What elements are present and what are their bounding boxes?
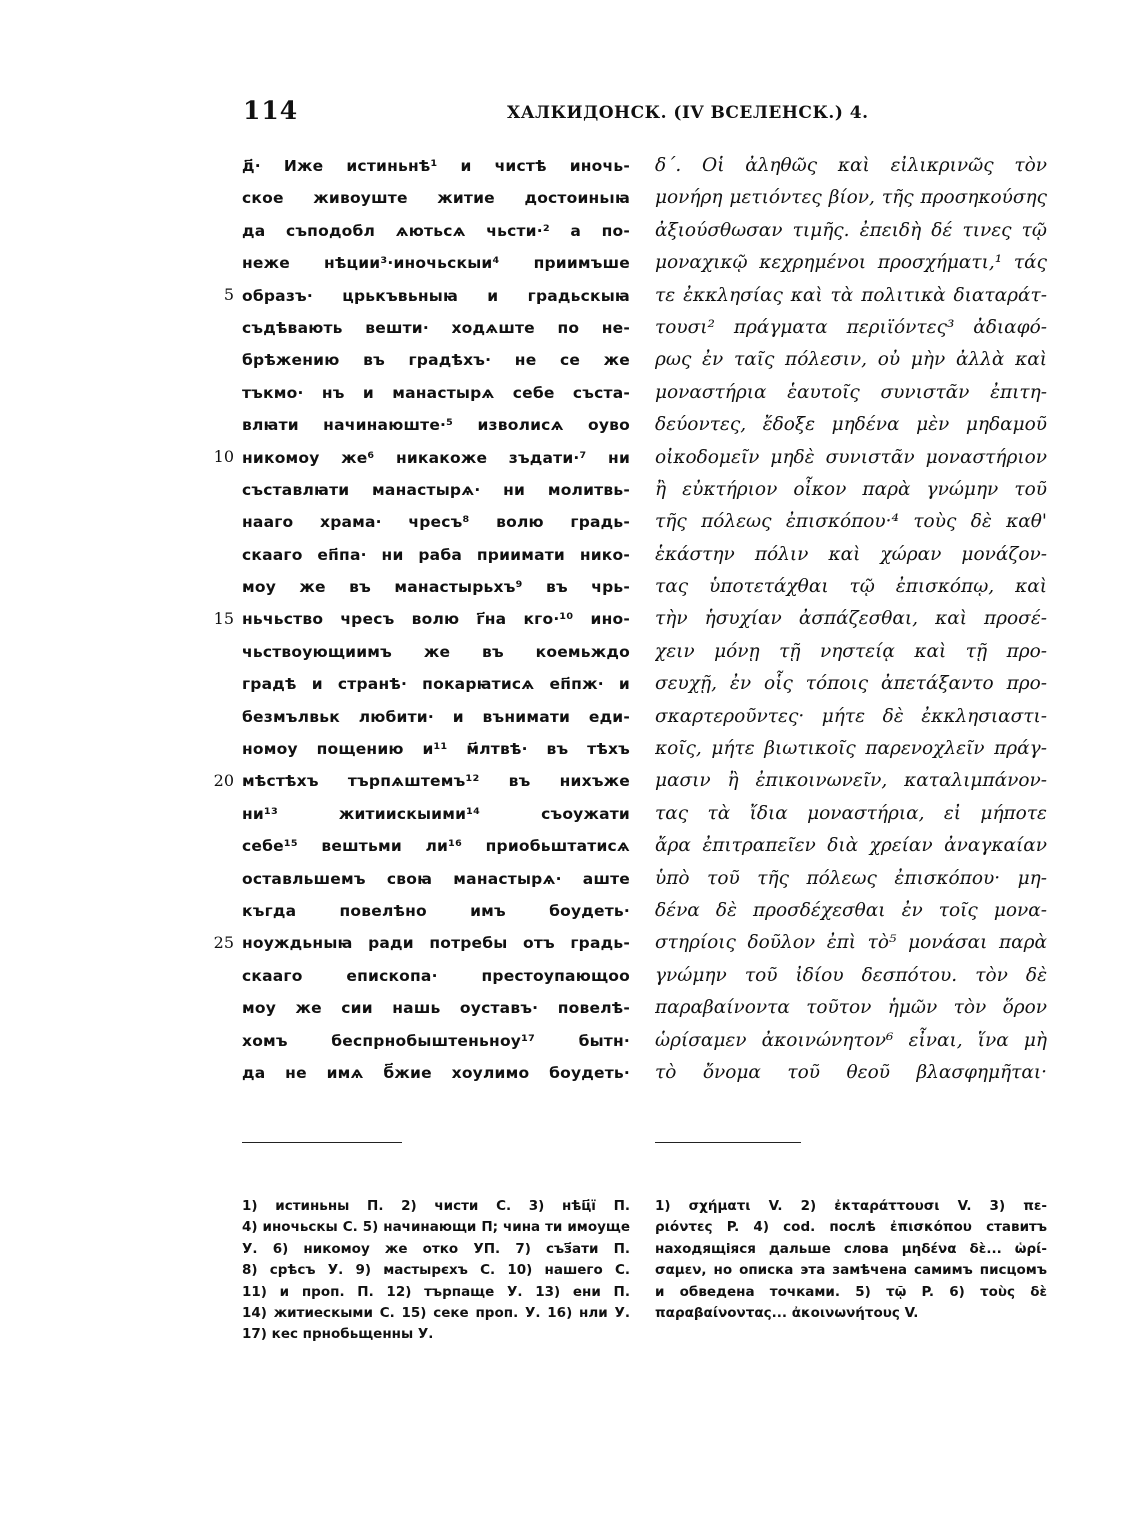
- line-number: 25: [213, 933, 234, 952]
- slavonic-line: градѣ и странѣ· покарꙗтисѧ еп҃пж· и: [242, 675, 630, 694]
- footnote-line: и обведена точками. 5) τῷ P. 6) τοὺς δὲ: [655, 1283, 1047, 1300]
- greek-line: ρως ἐν ταῖς πόλεσιν, οὐ μὴν ἀλλὰ καὶ: [655, 349, 1047, 371]
- footnote-line: 14) житиескыми С. 15) секе проп. У. 16) нли У.: [242, 1305, 630, 1322]
- greek-line: μασιν ἢ ἐπικοινωνεῖν, καταλιμπάνον-: [655, 770, 1047, 792]
- greek-line: σκαρτεροῦντες· μήτε δὲ ἐκκλησιαστι-: [655, 705, 1047, 727]
- greek-line: δ΄. Οἱ ἀληθῶς καὶ εἰλικρινῶς τὸν: [655, 155, 1047, 176]
- greek-line: στηρίοις δοῦλον ἐπὶ τὸ⁵ μονάσαι παρὰ: [655, 932, 1047, 954]
- footnote-line: ριόντες P. 4) cod. послѣ ἐπισκόπου ставитъ: [655, 1219, 1047, 1236]
- slavonic-line: ньчьство чресъ волю г҃на кго·¹⁰ ино-: [242, 610, 630, 629]
- footnote-line: 8) срѣсъ У. 9) мастырєхъ С. 10) нашего С.: [242, 1262, 630, 1279]
- slavonic-line: нааго храма· чресъ⁸ волю градь-: [242, 513, 630, 532]
- greek-line: μοναχικῷ κεχρημένοι προσχήματι,¹ τάς: [655, 252, 1047, 274]
- greek-line: ὑπὸ τοῦ τῆς πόλεως ἐπισκόπου· μη-: [655, 867, 1047, 889]
- line-number: 5: [223, 285, 234, 304]
- greek-line: τῆς πόλεως ἐπισκόπου·⁴ τοὺς δὲ καθ': [655, 511, 1047, 533]
- greek-line: μοναστήρια ἑαυτοῖς συνιστᾶν ἐπιτη-: [655, 381, 1047, 403]
- slavonic-line: скааго еп҃па· ни раба приимати нико-: [242, 545, 630, 564]
- greek-line: παραβαίνοντα τοῦτον ἡμῶν τὸν ὅρον: [655, 997, 1047, 1019]
- greek-line: μονήρη μετιόντες βίον, τῆς προσηκούσης: [655, 187, 1047, 209]
- greek-line: τουσι² πράγματα περιϊόντες³ ἀδιαφό-: [655, 316, 1047, 338]
- slavonic-line: безмълвьк любити· и вънимати еди-: [242, 707, 630, 726]
- footnote-line: παραβαίνοντας... ἀκοινωνήτους V.: [655, 1305, 919, 1322]
- slavonic-line: оставльшемъ своꙗ манастырѧ· аште: [242, 869, 630, 888]
- slavonic-line: ноуждьныꙗ ради потребы отъ градь-: [242, 934, 630, 953]
- slavonic-line: моу же сии нашь оуставъ· повелѣ-: [242, 999, 630, 1018]
- page-number: 114: [243, 96, 299, 125]
- footnote-line: 11) и проп. П. 12) търпаще У. 13) ени П.: [242, 1283, 630, 1300]
- greek-line: τὴν ἡσυχίαν ἀσπάζεσθαι, καὶ προσέ-: [655, 608, 1047, 630]
- line-number: 10: [213, 447, 234, 466]
- greek-line: τας τὰ ἴδια μοναστήρια, εἰ μήποτε: [655, 802, 1047, 824]
- slavonic-footnotes: [242, 1196, 630, 1346]
- greek-line: ἑκάστην πόλιν καὶ χώραν μονάζον-: [655, 543, 1047, 565]
- running-title: ХАЛКИДОНСК. (IV ВСЕЛЕНСК.) 4.: [507, 103, 869, 123]
- footnote-line: 4) иночьскы С. 5) начинающи П; чина ти имоуще: [242, 1219, 630, 1236]
- slavonic-line: неже нѣции³·иночьскыи⁴ приимъше: [242, 254, 630, 273]
- slavonic-line: моу же въ манастырьхъ⁹ въ чрь-: [242, 578, 630, 597]
- slavonic-line: д҃· Иже истиньнѣ¹ и чистѣ иночь-: [242, 157, 630, 175]
- greek-line: δένα δὲ προσδέχεσθαι ἐν τοῖς μονα-: [655, 899, 1047, 921]
- line-number: 20: [213, 771, 234, 790]
- footnote-line: 17) кес прнобьщенны У.: [242, 1326, 434, 1343]
- slavonic-line: ское живоуште житие достоиньıꙗ: [242, 189, 630, 208]
- slavonic-line: мѣстѣхъ търпѧштемъ¹² въ нихъже: [242, 772, 630, 791]
- greek-column: [655, 150, 1047, 1089]
- slavonic-line: хомъ беспрнобыштеньноу¹⁷ бытн·: [242, 1031, 630, 1050]
- greek-footnotes: [655, 1196, 1047, 1324]
- footnote-divider: [242, 1142, 402, 1143]
- slavonic-line: никомоу же⁶ никакоже зъдати·⁷ ни: [242, 448, 630, 467]
- slavonic-column: [242, 150, 630, 1089]
- footnote-divider: [655, 1142, 801, 1143]
- slavonic-line: себе¹⁵ вештьми ли¹⁶ приобьштатисѧ: [242, 837, 630, 856]
- greek-line: ἢ εὐκτήριον οἶκον παρὰ γνώμην τοῦ: [655, 478, 1047, 500]
- slavonic-line: брѣжению въ градѣхъ· не се же: [242, 351, 630, 370]
- slavonic-line: номоу пощению и¹¹ м҃лтвѣ· въ тѣхъ: [242, 740, 630, 759]
- greek-line: ἄρα ἐπιτραπεῖεν διὰ χρείαν ἀναγκαίαν: [655, 835, 1047, 857]
- slavonic-line: да не имѧ б҃жие хоулимо боудеть·: [242, 1063, 630, 1082]
- footnote-line: 1) σχήματι V. 2) ἐκταράττουσι V. 3) πε-: [655, 1198, 1047, 1214]
- greek-line: τε ἐκκλησίας καὶ τὰ πολιτικὰ διαταράτ-: [655, 284, 1047, 306]
- slavonic-line: тъкмо· нъ и манастырѧ себе съста-: [242, 383, 630, 402]
- greek-line: κοῖς, μήτε βιωτικοῖς παρενοχλεῖν πράγ-: [655, 738, 1047, 760]
- slavonic-line: да съподобл ѧютьсѧ чьсти·² а по-: [242, 221, 630, 240]
- greek-line: τας ὑποτετάχθαι τῷ ἐπισκόπῳ, καὶ: [655, 576, 1047, 598]
- greek-line: τὸ ὄνομα τοῦ θεοῦ βλασφημῆται·: [655, 1061, 1047, 1083]
- slavonic-line: съдѣвають вешти· ходѧште по не-: [242, 318, 630, 337]
- slavonic-line: образъ· црькъвьныꙗ и градьскыꙗ: [242, 286, 630, 305]
- greek-line: σευχῇ, ἐν οἷς τόποις ἀπετάξαντο προ-: [655, 673, 1047, 695]
- slavonic-line: чьствоующиимъ же въ коемьждо: [242, 642, 630, 661]
- greek-line: χειν μόνῃ τῇ νηστείᾳ καὶ τῇ προ-: [655, 640, 1047, 662]
- greek-line: ὡρίσαμεν ἀκοινώνητον⁶ εἶναι, ἵνα μὴ: [655, 1029, 1047, 1051]
- slavonic-line: скааго епископа· престоупающоо: [242, 966, 630, 985]
- slavonic-line: съставлꙗти манастырѧ· ни молитвь-: [242, 480, 630, 499]
- greek-line: δεύοντες, ἔδοξε μηδένα μὲν μηδαμοῦ: [655, 414, 1047, 436]
- slavonic-line: ни¹³ житиискыими¹⁴ съоужати: [242, 804, 630, 823]
- greek-line: οἰκοδομεῖν μηδὲ συνιστᾶν μοναστήριον: [655, 446, 1047, 468]
- footnote-line: находящіяся дальше слова μηδένα δὲ... ὡρί-: [655, 1240, 1047, 1257]
- greek-line: γνώμην τοῦ ἰδίου δεσπότου. τὸν δὲ: [655, 964, 1047, 986]
- footnote-line: У. 6) никомоу же отко УП. 7) съз҃ати П.: [242, 1240, 630, 1257]
- footnote-line: 1) истиньны П. 2) чисти С. 3) нѣц҃ї П.: [242, 1198, 630, 1214]
- slavonic-line: влꙗти начинаюште·⁵ изволисѧ оуво: [242, 416, 630, 435]
- line-number: 15: [213, 609, 234, 628]
- slavonic-line: къгда повелѣно имъ боудеть·: [242, 901, 630, 920]
- footnote-line: σαμεν, но описка эта замѣчена самимъ писцомъ: [655, 1262, 1047, 1279]
- greek-line: ἀξιούσθωσαν τιμῆς. ἐπειδὴ δέ τινες τῷ: [655, 219, 1047, 241]
